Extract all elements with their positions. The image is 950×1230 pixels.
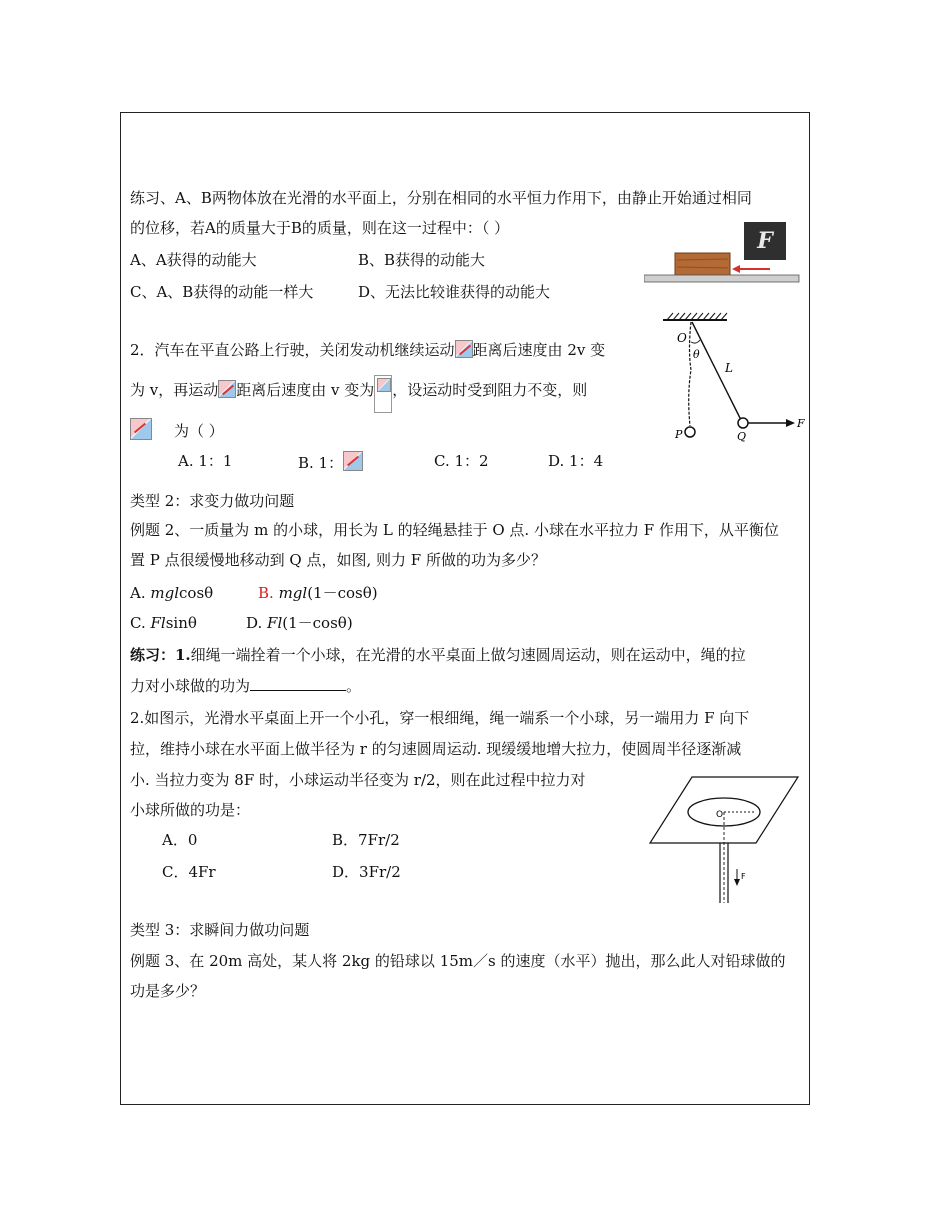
length-label: L — [725, 361, 733, 375]
force-label: F — [757, 228, 773, 254]
point-p-label: P — [675, 428, 683, 441]
wooden-block — [675, 253, 730, 275]
type3-example-line2: 功是多少？ — [130, 982, 206, 1000]
point-o-label: O — [677, 331, 687, 345]
practice-q2-line1: 2.如图示，光滑水平桌面上开一个小孔，穿一根细绳，绳一端系一个小球，另一端用力 F 向下 — [130, 709, 750, 727]
practice-q1-line2: 力对小球做的功为 。 — [130, 677, 362, 695]
image-placeholder-icon — [455, 340, 473, 358]
q2-line2: 为 v，再运动 距离后速度由 v 变为 ，设运动时受到阻力不变，则 — [130, 375, 587, 413]
ex1-line1: 练习、A、B两物体放在光滑的水平面上，分别在相同的水平恒力作用下，由静止开始通过相同 — [130, 189, 752, 207]
practice-q2-line3: 小. 当拉力变为 8F 时，小球运动半径变为 r/2，则在此过程中拉力对 — [130, 771, 586, 789]
type2-heading: 类型 2：求变力做功问题 — [130, 492, 295, 510]
practice-q2-line2: 拉，维持小球在水平面上做半径为 r 的匀速圆周运动. 现缓缓地增大拉力，使圆周半径逐渐减 — [130, 740, 742, 758]
vertical-rope — [689, 322, 691, 426]
type2-example-line2: 置 P 点很缓慢地移动到 Q 点，如图, 则力 F 所做的功为多少？ — [130, 551, 546, 569]
ex1-line2: 的位移，若A的质量大于B的质量，则在这一过程中：（ ） — [130, 219, 510, 237]
ex1-option-b: B、B获得的动能大 — [358, 251, 486, 269]
force-f-label: F — [797, 417, 805, 430]
practice-q2-option-a: A．0 — [162, 831, 198, 849]
q2-option-d: D. 1：4 — [548, 452, 604, 470]
practice-q2-option-d: D．3Fr/2 — [332, 863, 401, 881]
q2-line1: 2．汽车在平直公路上行驶，关闭发动机继续运动 距离后速度由 2v 变 — [130, 341, 606, 359]
image-placeholder-icon — [374, 375, 392, 413]
image-placeholder-icon — [218, 380, 236, 398]
image-placeholder-icon — [130, 418, 152, 440]
type3-heading: 类型 3：求瞬间力做功问题 — [130, 921, 310, 939]
center-o-label: O — [716, 810, 724, 820]
type2-option-d: D. Fl(1－cosθ) — [246, 614, 353, 632]
q2-option-b: B. 1： — [298, 451, 363, 473]
q2-line3: 为（ ） — [130, 418, 224, 441]
q2-option-c: C. 1：2 — [434, 452, 489, 470]
theta-label: θ — [693, 348, 700, 361]
ex1-option-c: C、A、B获得的动能一样大 — [130, 283, 314, 301]
ex1-option-a: A、A获得的动能大 — [130, 251, 257, 269]
rope-l — [692, 322, 741, 420]
pendulum-figure — [655, 310, 815, 450]
practice-q1-line1: 练习：1.细绳一端拴着一个小球，在光滑的水平桌面上做匀速圆周运动，则在运动中，绳的拉 — [130, 646, 746, 664]
ball-p — [685, 427, 695, 437]
q2-option-a: A. 1：1 — [178, 452, 233, 470]
table-hole-figure — [648, 775, 800, 905]
practice-q2-line4: 小球所做的功是： — [130, 801, 251, 819]
practice-q2-option-c: C．4Fr — [162, 863, 216, 881]
answer-blank[interactable] — [250, 676, 346, 691]
ex1-option-d: D、无法比较谁获得的动能大 — [358, 283, 551, 301]
type2-option-c: C. Flsinθ — [130, 614, 197, 632]
type2-option-a: A. mglcosθ — [130, 584, 214, 602]
ball-q — [738, 418, 748, 428]
type2-option-b: B. mgl(1－cosθ) — [258, 584, 378, 602]
type2-example-line1: 例题 2、一质量为 m 的小球，用长为 L 的轻绳悬挂于 O 点. 小球在水平拉力 F 作用下，从平衡位 — [130, 521, 779, 539]
block-force-figure — [644, 222, 804, 284]
type3-example-line1: 例题 3、在 20m 高处，某人将 2kg 的铅球以 15m／s 的速度（水平）抛出，那么此人对铅球做的 — [130, 952, 786, 970]
image-placeholder-icon — [343, 451, 363, 471]
practice-q2-option-b: B．7Fr/2 — [332, 831, 400, 849]
pull-force-label: F — [741, 872, 746, 881]
ground — [644, 275, 799, 282]
point-q-label: Q — [737, 430, 747, 443]
